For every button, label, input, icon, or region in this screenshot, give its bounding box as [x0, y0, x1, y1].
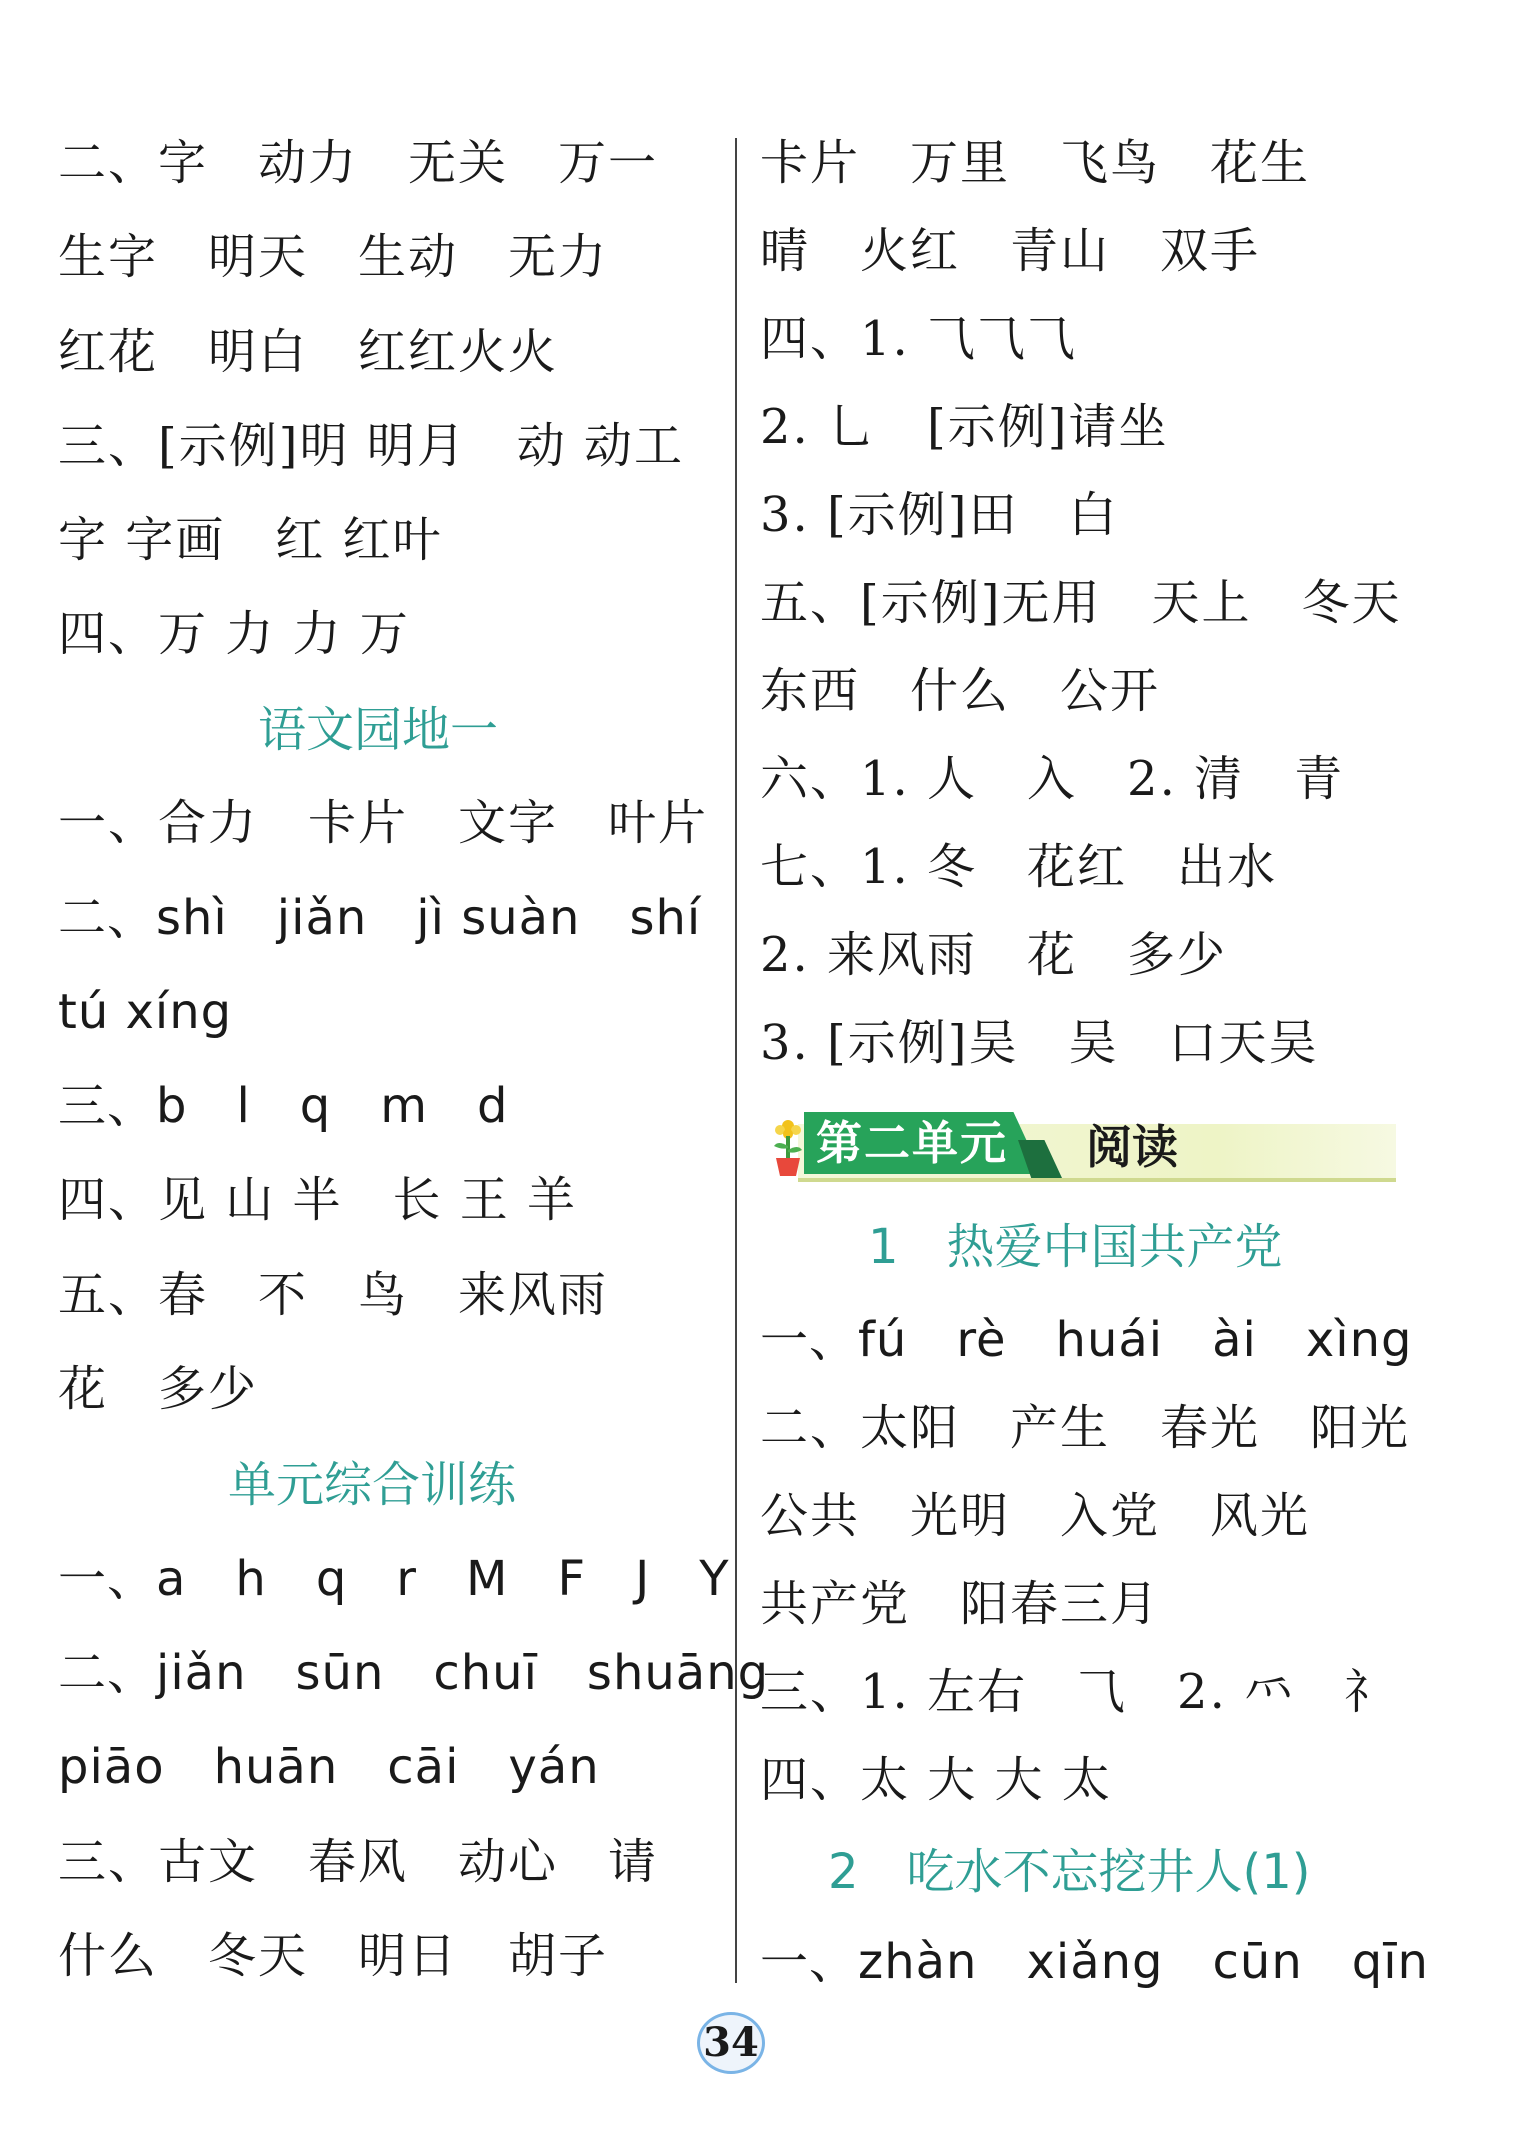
- answer-line: 四、1. ⺄⺄⺄: [760, 311, 1078, 367]
- answer-line: 一、zhàn xiǎng cūn qīn: [760, 1934, 1429, 1990]
- answer-line: 2. ⺃ [示例]请坐: [760, 399, 1169, 455]
- section-title-unit-training: 单元综合训练: [228, 1457, 517, 1513]
- answer-line: 五、春 不 鸟 来风雨: [58, 1267, 609, 1323]
- answer-line: 四、万 力 力 万: [58, 606, 410, 662]
- answer-line: 红花 明白 红红火火: [58, 324, 559, 380]
- unit-banner: [768, 1112, 1396, 1178]
- answer-line: 三、[示例]明 明月 动 动工: [58, 418, 684, 474]
- answer-line: 一、fú rè huái ài xìng: [760, 1312, 1413, 1368]
- answer-line: 三、1. 左右 ⺄ 2. ⺤ 礻: [760, 1664, 1395, 1720]
- answer-line: 字 字画 红 红叶: [58, 512, 443, 568]
- answer-line: 二、jiǎn sūn chuī shuāng: [58, 1645, 770, 1701]
- answer-line: 四、见 山 半 长 王 羊: [58, 1172, 578, 1228]
- answer-line: 三、b l q m d: [58, 1078, 509, 1134]
- answer-line: 三、古文 春风 动心 请: [58, 1834, 659, 1890]
- answer-line: 晴 火红 青山 双手: [760, 223, 1261, 279]
- section-title-yuwen-yuandi: 语文园地一: [258, 702, 499, 758]
- answer-line: 四、太 大 大 太: [760, 1752, 1112, 1808]
- answer-line: 公共 光明 入党 风光: [760, 1488, 1311, 1544]
- answer-line: 什么 冬天 明日 胡子: [58, 1928, 609, 1984]
- answer-line: 2. 来风雨 花 多少: [760, 927, 1228, 983]
- lesson-title-1: 1 热爱中国共产党: [868, 1219, 1283, 1275]
- answer-line: 东西 什么 公开: [760, 663, 1161, 719]
- lesson-title-2: 2 吃水不忘挖井人(1): [828, 1844, 1311, 1900]
- column-divider: [735, 138, 737, 1983]
- answer-line: 五、[示例]无用 天上 冬天: [760, 575, 1402, 631]
- answer-line: 一、a h q r M F J Y: [58, 1551, 730, 1607]
- answer-line: 一、合力 卡片 文字 叶片: [58, 795, 709, 851]
- answer-line: 二、字 动力 无关 万一: [58, 135, 659, 191]
- answer-line: tú xíng: [58, 984, 233, 1040]
- banner-reading-label: 阅读: [1086, 1120, 1178, 1174]
- potted-flower-icon: [768, 1116, 808, 1178]
- answer-line: 3. [示例]吴 吴 口天吴: [760, 1015, 1319, 1071]
- answer-line: 六、1. 人 入 2. 清 青: [760, 751, 1345, 807]
- answer-line: piāo huān cāi yán: [58, 1739, 600, 1795]
- answer-line: 二、太阳 产生 春光 阳光: [760, 1400, 1411, 1456]
- answer-line: 七、1. 冬 花红 出水: [760, 839, 1278, 895]
- answer-line: 二、shì jiǎn jì suàn shí: [58, 890, 702, 946]
- banner-unit-title: 第二单元: [816, 1116, 1008, 1170]
- page-number: 34: [697, 2012, 765, 2074]
- answer-line: 共产党 阳春三月: [760, 1576, 1161, 1632]
- answer-line: 生字 明天 生动 无力: [58, 229, 609, 285]
- answer-line: 3. [示例]田 白: [760, 487, 1119, 543]
- answer-line: 花 多少: [58, 1361, 259, 1417]
- answer-line: 卡片 万里 飞鸟 花生: [760, 135, 1311, 191]
